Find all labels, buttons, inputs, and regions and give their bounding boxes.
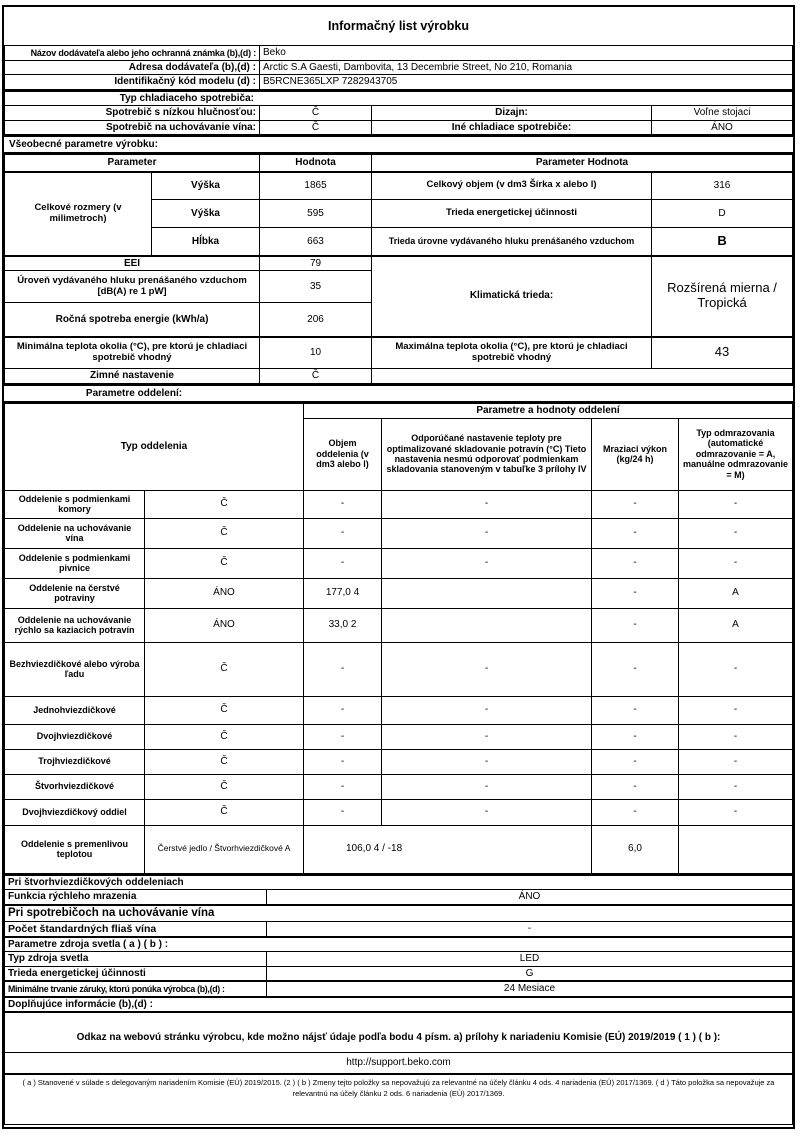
compartment-defrost: - [679,490,793,518]
compartment-defrost: - [679,799,793,825]
compartment-freeze: - [592,774,679,799]
compartment-name: Dvojhviezdičkový oddiel [5,799,145,825]
compartment-temp: - [382,724,592,749]
four-star-header: Pri štvorhviezdičkových oddeleniach [5,875,793,890]
compartment-row [5,825,793,873]
col-header-temp: Odporúčané nastavenie teploty pre optimalizované skladovanie potravín (°C) Tieto nastavenia nesmú odporovať podmienkam skladovania stanoveným v tabuľke 3 prílohy IV [382,418,592,490]
compartment-volume: 177,0 4 [304,578,382,608]
compartment-freeze: - [592,749,679,774]
compartment-temp: - [382,490,592,518]
col-header-type: Typ oddelenia [5,403,304,490]
compartment-volume: - [304,774,382,799]
compartment-freeze: - [592,578,679,608]
noise-label: Úroveň vydávaného hluku prenášaného vzduchom [dB(A) re 1 pW] [5,271,260,303]
compartment-volume: - [304,724,382,749]
supplier-model-value: B5RCNE365LXP 7282943705 [260,75,793,90]
wine-appliance-value: Č [260,120,372,135]
compartments-group-header: Parametre a hodnoty oddelení [304,403,793,418]
bottles-label: Počet štandardných fliaš vína [5,921,267,937]
col-header-freeze: Mraziaci výkon (kg/24 h) [592,418,679,490]
supplier-table [4,45,793,90]
winter-label: Zimné nastavenie [5,369,260,384]
dim-value: 595 [260,200,372,228]
compartment-present: Č [145,490,304,518]
max-temp-label: Maximálna teplota okolia (°C), pre ktorú je chladiaci spotrebič vhodný [372,337,652,369]
fast-freeze-value: ÁNO [267,890,793,905]
supplier-address-label: Adresa dodávateľa (b),(d) : [5,60,260,75]
dim-param-value: B [652,228,793,256]
dim-name: Výška [152,200,260,228]
col-header-defrost: Typ odmrazovania (automatické odmrazovanie = A, manuálne odmrazovanie = M) [679,418,793,490]
compartment-name: Oddelenie na uchovávanie vína [5,518,145,548]
compartment-volume: - [304,490,382,518]
dim-param: Trieda úrovne vydávaného hluku prenášaného vzduchom [372,228,652,256]
compartment-defrost: - [679,749,793,774]
bottles-value: - [267,921,793,937]
compartment-name: Dvojhviezdičkové [5,724,145,749]
type-header-cell [5,91,793,106]
compartment-volume: - [304,799,382,825]
col-header-parameter: Parameter [5,155,260,172]
compartment-present: Č [145,696,304,724]
compartment-freeze: - [592,642,679,696]
bottom-table [4,874,793,1125]
compartment-name: Jednohviezdičkové [5,696,145,724]
compartment-name: Oddelenie na uchovávanie rýchlo sa kaziacich potravín [5,608,145,642]
compartment-freeze: 6,0 [592,825,679,873]
compartment-row [5,696,793,724]
compartment-row [5,799,793,825]
supplier-model-label: Identifikačný kód modelu (d) : [5,75,260,90]
climate-value: Rozšírená mierna / Tropická [652,256,793,337]
type-header-label: Typ chladiaceho spotrebiča: [119,92,254,104]
compartment-name: Oddelenie s podmienkami komory [5,490,145,518]
design-value: Voľne stojaci [652,106,793,121]
supplier-name-label: Názov dodávateľa alebo jeho ochranná známka (b),(d) : [5,46,260,61]
compartment-name: Štvorhviezdičkové [5,774,145,799]
compartment-name: Oddelenie s premenlivou teplotou [5,825,145,873]
winter-empty-cell [372,369,793,384]
warranty-label: Minimálne trvanie záruky, ktorú ponúka výrobca (b),(d) : [5,981,267,997]
compartment-temp: - [382,696,592,724]
min-temp-label: Minimálna teplota okolia (°C), pre ktorú je chladiaci spotrebič vhodný [5,337,260,369]
compartment-defrost: - [679,696,793,724]
website-url[interactable]: http://support.beko.com [5,1052,793,1074]
compartment-present: Č [145,642,304,696]
wine-section-header: Pri spotrebičoch na uchovávanie vína [5,905,793,922]
eei-value: 79 [260,256,372,271]
energy-label: Ročná spotreba energie (kWh/a) [5,303,260,337]
other-appliance-label: Iné chladiace spotrebiče: [372,120,652,135]
compartment-temp: - [382,774,592,799]
compartment-defrost: - [679,642,793,696]
winter-value: Č [260,369,372,384]
website-label: Odkaz na webovú stránku výrobcu, kde možno nájsť údaje podľa bodu 4 písm. a) prílohy k nariadeniu Komisie (EÚ) 2019/2019 ( 1 ) ( b ): [5,1012,793,1052]
compartment-volume: - [304,548,382,578]
compartment-defrost [679,825,793,873]
compartment-freeze: - [592,608,679,642]
compartment-row [5,642,793,696]
dim-value: 1865 [260,172,372,200]
compartment-row [5,774,793,799]
compartment-freeze: - [592,724,679,749]
climate-label: Klimatická trieda: [372,256,652,337]
compartment-temp: - [382,518,592,548]
compartment-row [5,490,793,518]
dim-param-value: D [652,200,793,228]
compartment-present: Č [145,548,304,578]
light-type-value: LED [267,952,793,967]
col-header-parameter-hodnota: Parameter Hodnota [372,155,793,172]
compartment-defrost: - [679,724,793,749]
compartment-defrost: - [679,518,793,548]
light-type-label: Typ zdroja svetla [5,952,267,967]
page-title: Informačný list výrobku [327,19,469,33]
dim-param: Trieda energetickej účinnosti [372,200,652,228]
energy-value: 206 [260,303,372,337]
compartment-name: Bezhviezdičkové alebo výroba ľadu [5,642,145,696]
general-section-header [4,135,793,154]
wine-appliance-label: Spotrebič na uchovávanie vína: [5,120,260,135]
compartment-present: ÁNO [145,608,304,642]
compartment-freeze: - [592,696,679,724]
supplier-name-value: Beko [260,46,793,61]
warranty-value: 24 Mesiace [267,981,793,997]
compartment-defrost: A [679,578,793,608]
supplier-address-value: Arctic S.A Gaesti, Dambovita, 13 Decembrie Street, No 210, Romania [260,60,793,75]
compartment-present: Č [145,774,304,799]
compartment-row [5,749,793,774]
additional-info-header: Doplňujúce informácie (b),(d) : [5,997,793,1013]
dim-name: Výška [152,172,260,200]
compartment-defrost: - [679,774,793,799]
compartment-name: Trojhviezdičkové [5,749,145,774]
compartment-row [5,578,793,608]
fast-freeze-label: Funkcia rýchleho mrazenia [5,890,267,905]
compartment-temp [382,608,592,642]
compartment-defrost: A [679,608,793,642]
compartment-volume: - [304,642,382,696]
design-label: Dizajn: [372,106,652,121]
compartment-temp: - [382,799,592,825]
low-noise-value: Č [260,106,372,121]
product-fiche [2,5,795,1129]
light-class-value: G [267,966,793,981]
compartment-present: ÁNO [145,578,304,608]
min-temp-value: 10 [260,337,372,369]
col-header-hodnota: Hodnota [260,155,372,172]
compartments-section-title: Parametre oddelení: [85,387,183,399]
compartment-name: Oddelenie s podmienkami pivnice [5,548,145,578]
compartment-volume: - [304,749,382,774]
compartments-table [4,403,793,874]
compartment-present: Č [145,518,304,548]
compartment-defrost: - [679,548,793,578]
compartment-volume: 33,0 2 [304,608,382,642]
compartment-row [5,518,793,548]
dim-param: Celkový objem (v dm3 Šírka x alebo l) [372,172,652,200]
compartment-volume: 106,0 4 / -18 [304,825,592,873]
compartment-freeze: - [592,548,679,578]
compartment-temp: - [382,548,592,578]
compartment-freeze: - [592,799,679,825]
dimensions-label: Celkové rozmery (v milimetroch) [5,172,152,256]
compartment-freeze: - [592,490,679,518]
compartment-freeze: - [592,518,679,548]
compartment-present: Čerstvé jedlo / Štvorhviezdičkové A [145,825,304,873]
dim-name: Hĺbka [152,228,260,256]
type-table [4,90,793,136]
dim-param-value: 316 [652,172,793,200]
footnote: ( a ) Stanovené v súlade s delegovaným nariadením Komisie (EÚ) 2019/2015. (2 ) ( b ) Zmeny tejto položky sa nepovažujú za relevantné na účely článku 4 ods. 4 nariadenia (EÚ) 2017/1369. ( d ) Táto položka sa nepovažuje za relevantnú na účely článku 2 ods. 6 nariadenia (EÚ) 2017/1369. [5,1074,793,1124]
low-noise-label: Spotrebič s nízkou hlučnosťou: [5,106,260,121]
compartment-temp [382,578,592,608]
dim-value: 663 [260,228,372,256]
general-section-title: Všeobecné parametre výrobku: [9,139,158,150]
compartment-temp: - [382,749,592,774]
compartments-section-header [4,384,793,403]
compartment-present: Č [145,724,304,749]
compartment-present: Č [145,749,304,774]
eei-label: EEI [5,256,260,271]
compartment-temp: - [382,642,592,696]
general-table [4,154,793,384]
compartment-volume: - [304,518,382,548]
compartment-present: Č [145,799,304,825]
compartment-row [5,724,793,749]
compartment-volume: - [304,696,382,724]
light-class-label: Trieda energetickej účinnosti [5,966,267,981]
noise-value: 35 [260,271,372,303]
other-appliance-value: ÁNO [652,120,793,135]
max-temp-value: 43 [652,337,793,369]
compartment-row [5,548,793,578]
col-header-volume: Objem oddelenia (v dm3 alebo l) [304,418,382,490]
light-section-header: Parametre zdroja svetla ( a ) ( b ) : [5,937,793,952]
compartment-name: Oddelenie na čerstvé potraviny [5,578,145,608]
compartment-row [5,608,793,642]
